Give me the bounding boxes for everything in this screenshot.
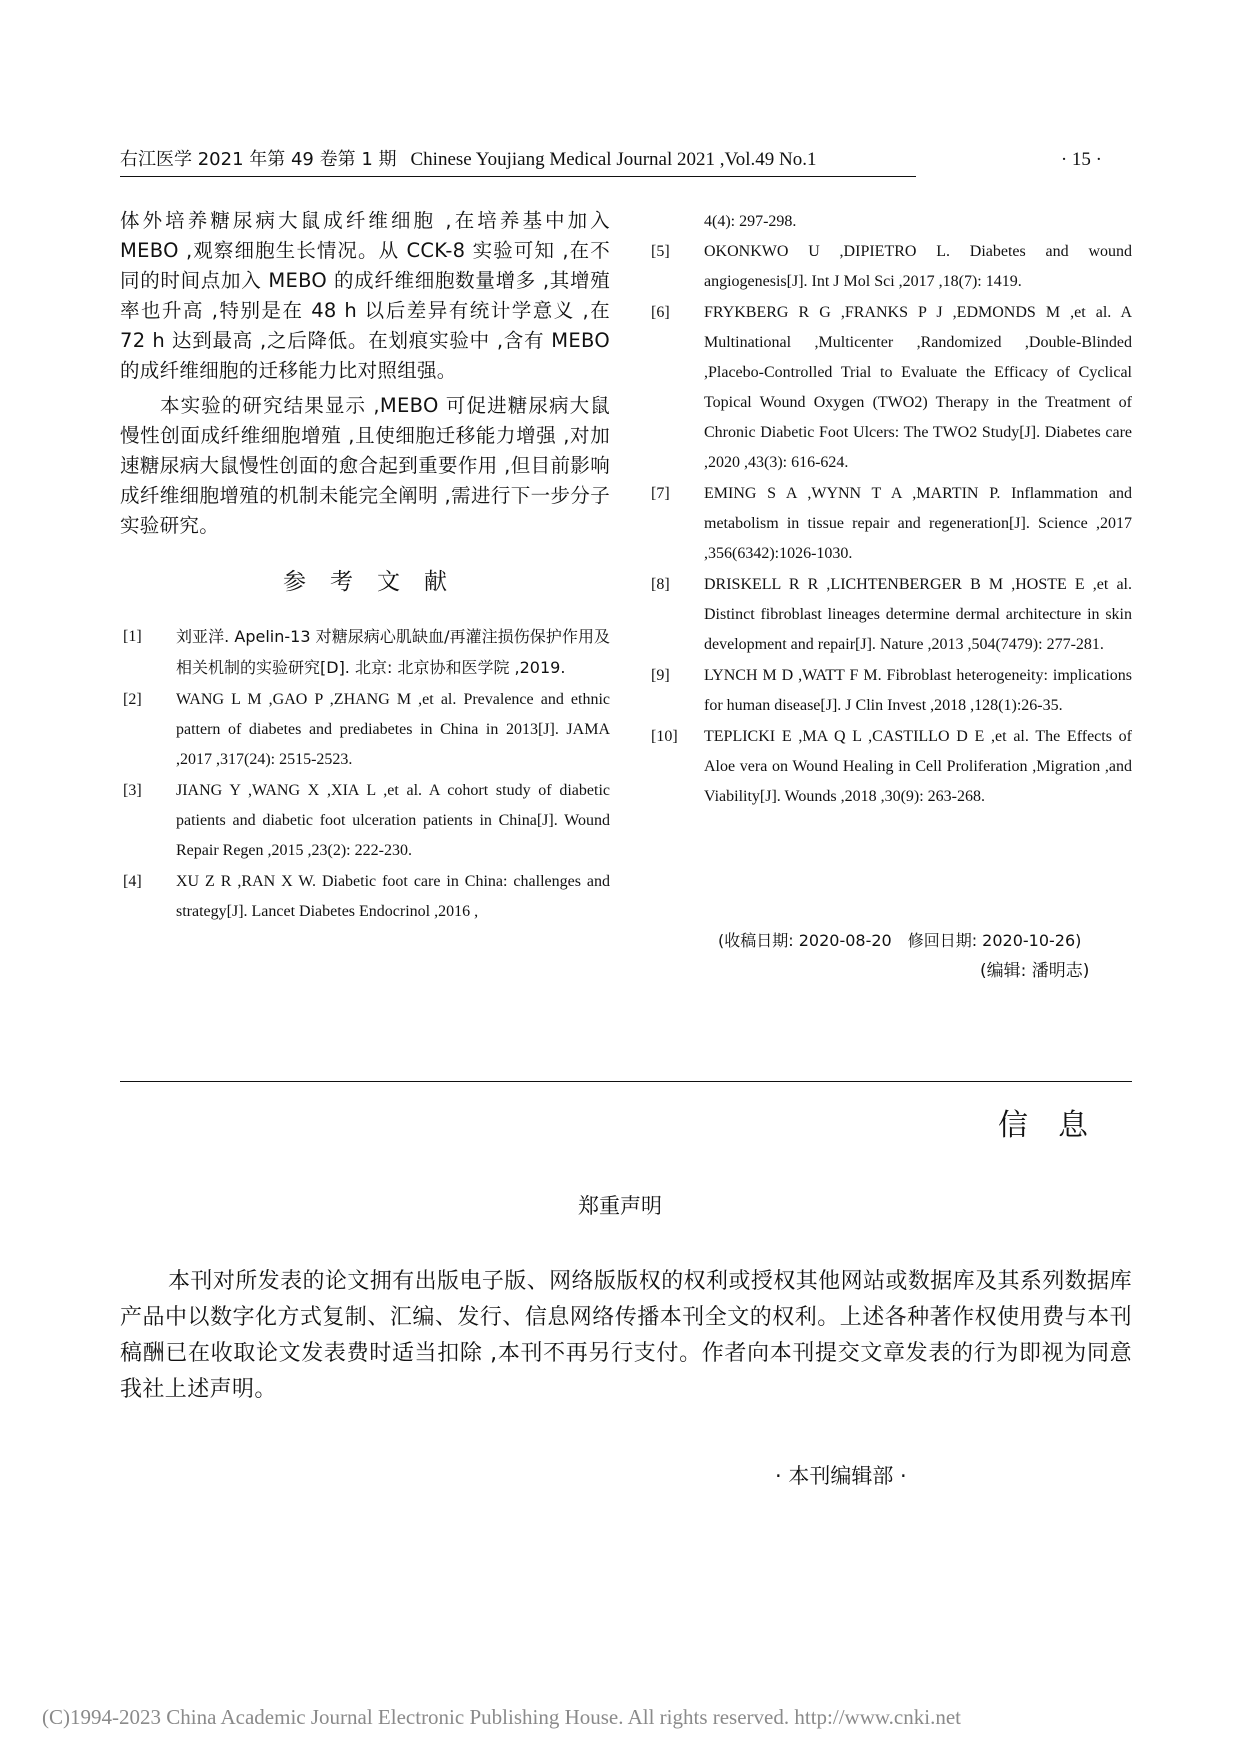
reference-text: LYNCH M D ,WATT F M. Fibroblast heterogeneity: implications for human disease[J]. J Clin Invest ,2018 ,128(1):26-35. — [704, 667, 1132, 714]
reference-number: [5] — [651, 243, 670, 260]
reference-item — [120, 867, 610, 927]
reference-number: [7] — [651, 485, 670, 502]
reference-text: WANG L M ,GAO P ,ZHANG M ,et al. Prevalence and ethnic pattern of diabetes and prediabetes in China in 2013[J]. JAMA ,2017 ,317(24): 2515-2523. — [176, 691, 610, 768]
reference-continuation: 4(4): 297-298. — [704, 213, 797, 230]
left-column — [120, 206, 610, 928]
reference-item — [648, 479, 1132, 569]
reference-text: 刘亚洋. Apelin-13 对糖尿病心肌缺血/再灌注损伤保护作用及相关机制的实验研究[D]. 北京: 北京协和医学院 ,2019. — [176, 627, 610, 677]
reference-item — [648, 237, 1132, 297]
reference-text: OKONKWO U ,DIPIETRO L. Diabetes and wound angiogenesis[J]. Int J Mol Sci ,2017 ,18(7): 1419. — [704, 243, 1132, 290]
reference-text: TEPLICKI E ,MA Q L ,CASTILLO D E ,et al. The Effects of Aloe vera on Wound Healing in Cell Proliferation ,Migration ,and Viability[J]. Wounds ,2018 ,30(9): 263-268. — [704, 728, 1132, 805]
reference-number: [1] — [123, 628, 142, 645]
received-revised-dates: (收稿日期: 2020-08-20 修回日期: 2020-10-26) — [718, 931, 1082, 950]
reference-number: [8] — [651, 576, 670, 593]
body-paragraph-1: 体外培养糖尿病大鼠成纤维细胞 ,在培养基中加入 MEBO ,观察细胞生长情况。从 CCK-8 实验可知 ,在不同的时间点加入 MEBO 的成纤维细胞数量增多 ,其增殖率也升高 ,特别是在 48 h 以后差异有统计学意义 ,在 72 h 达到最高 ,之后降低。在划痕实验中 ,含有 MEBO 的成纤维细胞的迁移能力比对照组强。 — [120, 209, 610, 382]
reference-number: [4] — [123, 873, 142, 890]
reference-number: [2] — [123, 691, 142, 708]
body-paragraph-2: 本实验的研究结果显示 ,MEBO 可促进糖尿病大鼠慢性创面成纤维细胞增殖 ,且使细胞迁移能力增强 ,对加速糖尿病大鼠慢性创面的愈合起到重要作用 ,但目前影响成纤维细胞增殖的机制未能完全阐明 ,需进行下一步分子实验研究。 — [120, 394, 610, 537]
reference-item — [648, 661, 1132, 721]
reference-number: [6] — [651, 304, 670, 321]
copyright-footer: (C)1994-2023 China Academic Journal Electronic Publishing House. All rights reserved. http://www.cnki.net — [42, 1705, 961, 1729]
reference-text: DRISKELL R R ,LICHTENBERGER B M ,HOSTE E ,et al. Distinct fibroblast lineages determine dermal architecture in skin development and repair[J]. Nature ,2013 ,504(7479): 277-281. — [704, 576, 1132, 653]
reference-item — [120, 776, 610, 866]
statement-body: 本刊对所发表的论文拥有出版电子版、网络版版权的权利或授权其他网站或数据库及其系列数据库产品中以数字化方式复制、汇编、发行、信息网络传播本刊全文的权利。上述各种著作权使用费与本刊稿酬已在收取论文发表费时适当扣除 ,本刊不再另行支付。作者向本刊提交文章发表的行为即视为同意我社上述声明。 — [120, 1269, 1132, 1402]
reference-item — [120, 622, 610, 684]
reference-number: [3] — [123, 782, 142, 799]
reference-text: JIANG Y ,WANG X ,XIA L ,et al. A cohort study of diabetic patients and diabetic foot ulceration patients in China[J]. Wound Repair Regen ,2015 ,23(2): 222-230. — [176, 782, 610, 859]
reference-number: [10] — [651, 728, 678, 745]
reference-text: FRYKBERG R G ,FRANKS P J ,EDMONDS M ,et al. A Multinational ,Multicenter ,Randomized ,Double-Blinded ,Placebo-Controlled Trial to Evaluate the Efficacy of Cyclical Topical Wound Oxygen (TWO2) Therapy in the Treatment of Chronic Diabetic Foot Ulcers: The TWO2 Study[J]. Diabetes care ,2020 ,43(3): 616-624. — [704, 304, 1132, 471]
reference-text: EMING S A ,WYNN T A ,MARTIN P. Inflammation and metabolism in tissue repair and regeneration[J]. Science ,2017 ,356(6342):1026-1030. — [704, 485, 1132, 562]
reference-item — [648, 722, 1132, 812]
right-column — [648, 207, 1132, 813]
editor-credit: (编辑: 潘明志) — [980, 961, 1090, 981]
header-rule — [120, 176, 916, 177]
journal-line — [120, 148, 817, 172]
reference-item — [648, 570, 1132, 660]
reference-number: [9] — [651, 667, 670, 684]
info-section-title: 信息 — [998, 1108, 1118, 1143]
reference-text: XU Z R ,RAN X W. Diabetic foot care in China: challenges and strategy[J]. Lancet Diabetes Endocrinol ,2016 , — [176, 873, 610, 920]
statement-title: 郑重声明 — [578, 1194, 662, 1218]
references-heading: 参考文献 — [283, 569, 471, 595]
running-header — [120, 148, 1102, 182]
journal-title-cn: 右江医学 2021 年第 49 卷第 1 期 — [120, 149, 397, 170]
section-divider — [120, 1081, 1132, 1082]
reference-item — [120, 685, 610, 775]
page-number: · 15 · — [1060, 149, 1102, 170]
journal-title-en: Chinese Youjiang Medical Journal 2021 ,Vol.49 No.1 — [410, 149, 817, 170]
reference-item — [648, 298, 1132, 478]
statement-signature: · 本刊编辑部 · — [775, 1464, 907, 1488]
